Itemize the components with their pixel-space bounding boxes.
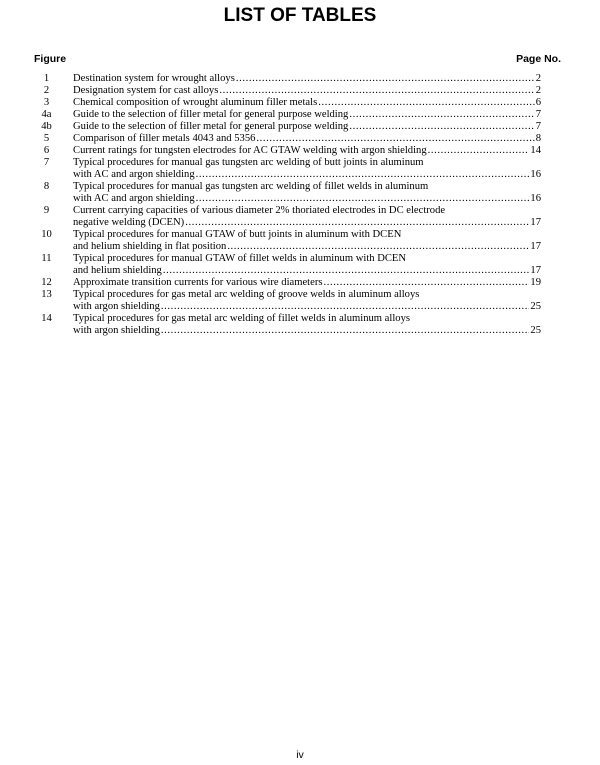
entry-body: [73, 133, 541, 145]
entry-title: Comparison of filler metals 4043 and 5356: [73, 133, 256, 144]
entry-line: [73, 277, 541, 289]
dot-leader: [318, 97, 535, 109]
entry-title: negative welding (DCEN): [73, 217, 185, 228]
entry-line: [73, 229, 541, 241]
dot-leader: [236, 73, 535, 85]
entry-number: 12: [41, 277, 52, 288]
entry-line: [73, 121, 541, 133]
entry-page-number[interactable]: 16: [530, 169, 541, 180]
entry-body: [73, 73, 541, 85]
dot-leader: [219, 85, 534, 97]
entry-body: [73, 157, 541, 181]
entry-page-number[interactable]: 19: [530, 277, 541, 288]
entry-number: 7: [43, 157, 50, 168]
entry-title: Destination system for wrought alloys: [73, 73, 235, 84]
entry-title: and helium shielding in flat position: [73, 241, 227, 252]
entry-body: [73, 109, 541, 121]
entry-line: [73, 325, 541, 337]
entry-page-number[interactable]: 2: [535, 73, 541, 84]
toc-entry[interactable]: [0, 205, 600, 229]
entry-line: [73, 217, 541, 229]
dot-leader: [256, 133, 534, 145]
entry-page-number[interactable]: 17: [530, 217, 541, 228]
dot-leader: [185, 217, 529, 229]
entry-title: Typical procedures for manual gas tungsten arc welding of fillet welds in aluminum: [73, 181, 429, 192]
entry-body: [73, 181, 541, 205]
entry-page-number[interactable]: 6: [535, 97, 541, 108]
entry-title: Approximate transition currents for various wire diameters: [73, 277, 323, 288]
entry-number: 13: [41, 289, 52, 300]
entry-line: [73, 133, 541, 145]
toc-entry[interactable]: [0, 133, 600, 145]
entry-page-number[interactable]: 2: [535, 85, 541, 96]
entry-number: 1: [43, 73, 50, 84]
entry-line: [73, 193, 541, 205]
entry-line: [73, 253, 541, 265]
toc-entry[interactable]: [0, 181, 600, 205]
entry-number: 2: [43, 85, 50, 96]
entry-page-number[interactable]: 25: [530, 325, 541, 336]
entry-line: [73, 157, 541, 169]
entry-title: Typical procedures for gas metal arc welding of groove welds in aluminum alloys: [73, 289, 420, 300]
entry-line: [73, 169, 541, 181]
entry-number: 4a: [41, 109, 52, 120]
entry-title: Typical procedures for gas metal arc welding of fillet welds in aluminum alloys: [73, 313, 410, 324]
dot-leader: [323, 277, 529, 289]
dot-leader: [349, 121, 534, 133]
page-column-header: Page No.: [516, 53, 561, 65]
entry-line: [73, 97, 541, 109]
entry-number: 6: [43, 145, 50, 156]
entry-page-number[interactable]: 16: [530, 193, 541, 204]
entry-body: [73, 97, 541, 109]
entry-title: Guide to the selection of filler metal for general purpose welding: [73, 109, 349, 120]
dot-leader: [161, 325, 530, 337]
toc-entry[interactable]: [0, 109, 600, 121]
entry-line: [73, 181, 541, 193]
entry-title: with AC and argon shielding: [73, 193, 195, 204]
entry-title: Chemical composition of wrought aluminum filler metals: [73, 97, 318, 108]
entry-title: with argon shielding: [73, 301, 160, 312]
entry-body: [73, 145, 541, 157]
entry-title: Typical procedures for manual GTAW of butt joints in aluminum with DCEN: [73, 229, 402, 240]
dot-leader: [163, 265, 530, 277]
entry-body: [73, 289, 541, 313]
entry-body: [73, 121, 541, 133]
entry-number: 5: [43, 133, 50, 144]
dot-leader: [227, 241, 529, 253]
entry-page-number[interactable]: 14: [530, 145, 541, 156]
entry-title: Guide to the selection of filler metal for general purpose welding: [73, 121, 349, 132]
entry-title: with AC and argon shielding: [73, 169, 195, 180]
entry-number: 10: [41, 229, 52, 240]
entry-page-number[interactable]: 17: [530, 265, 541, 276]
entry-body: [73, 313, 541, 337]
entry-title: Typical procedures for manual gas tungsten arc welding of butt joints in aluminum: [73, 157, 424, 168]
entry-number: 8: [43, 181, 50, 192]
entry-body: [73, 253, 541, 277]
entry-line: [73, 109, 541, 121]
entry-number: 9: [43, 205, 50, 216]
toc-entry[interactable]: [0, 121, 600, 133]
entry-line: [73, 289, 541, 301]
entry-line: [73, 301, 541, 313]
toc-entry[interactable]: [0, 145, 600, 157]
entry-title: Designation system for cast alloys: [73, 85, 219, 96]
dot-leader: [196, 169, 530, 181]
entry-line: [73, 313, 541, 325]
page-number-footer: iv: [296, 749, 304, 761]
page-title: LIST OF TABLES: [223, 5, 377, 26]
toc-entry[interactable]: [0, 85, 600, 97]
entry-number: 11: [41, 253, 52, 264]
entry-number: 14: [41, 313, 52, 324]
entry-page-number[interactable]: 25: [530, 301, 541, 312]
toc-entry[interactable]: [0, 97, 600, 109]
entry-body: [73, 277, 541, 289]
entry-title: Current ratings for tungsten electrodes for AC GTAW welding with argon shielding: [73, 145, 427, 156]
entry-body: [73, 229, 541, 253]
table-of-contents-list: [0, 73, 600, 337]
entry-line: [73, 85, 541, 97]
dot-leader: [161, 301, 530, 313]
entry-page-number[interactable]: 17: [530, 241, 541, 252]
entry-number: 3: [43, 97, 50, 108]
entry-number: 4b: [41, 121, 52, 132]
entry-line: [73, 205, 541, 217]
toc-entry[interactable]: [0, 229, 600, 253]
figure-column-header: Figure: [34, 53, 67, 65]
dot-leader: [349, 109, 534, 121]
entry-line: [73, 265, 541, 277]
toc-entry[interactable]: [0, 73, 600, 85]
entry-title: Typical procedures for manual GTAW of fillet welds in aluminum with DCEN: [73, 253, 407, 264]
toc-entry[interactable]: [0, 313, 600, 337]
entry-body: [73, 205, 541, 229]
entry-line: [73, 241, 541, 253]
dot-leader: [428, 145, 530, 157]
entry-title: with argon shielding: [73, 325, 160, 336]
entry-title: Current carrying capacities of various diameter 2% thoriated electrodes in DC electrode: [73, 205, 446, 216]
entry-page-number[interactable]: 7: [535, 109, 541, 120]
entry-line: [73, 73, 541, 85]
toc-entry[interactable]: [0, 277, 600, 289]
entry-line: [73, 145, 541, 157]
entry-body: [73, 85, 541, 97]
toc-entry[interactable]: [0, 157, 600, 181]
toc-entry[interactable]: [0, 289, 600, 313]
entry-title: and helium shielding: [73, 265, 162, 276]
dot-leader: [196, 193, 530, 205]
entry-page-number[interactable]: 8: [535, 133, 541, 144]
toc-entry[interactable]: [0, 253, 600, 277]
entry-page-number[interactable]: 7: [535, 121, 541, 132]
